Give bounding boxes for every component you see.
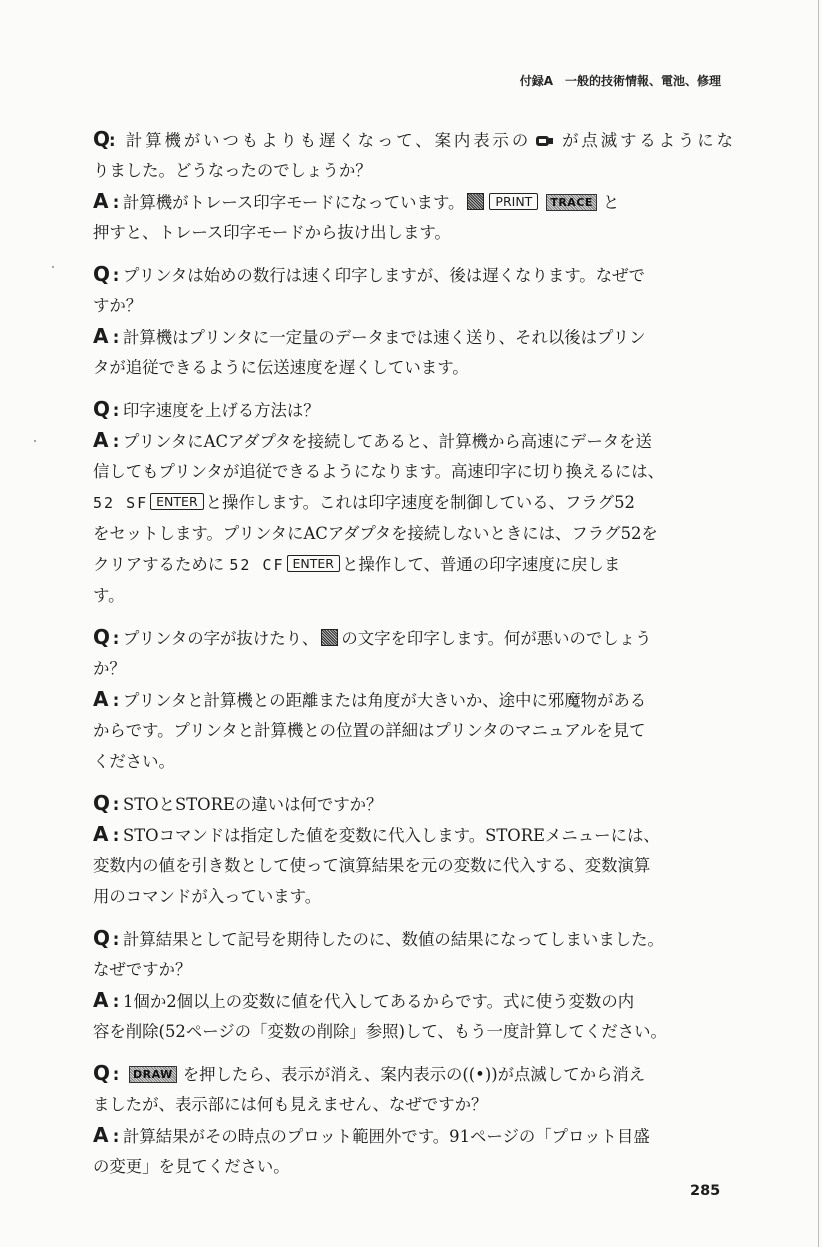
- answer-text: と操作して、普通の印字速度に戻しま: [341, 555, 621, 574]
- question-line: [93, 259, 733, 290]
- question-text: プリンタの字が抜けたり、: [123, 629, 319, 648]
- answer-text: STOコマンドは指定した値を変数に代入します。STOREメニューには、: [123, 826, 660, 845]
- answer-text: ください。: [93, 752, 175, 771]
- answer-line: [93, 321, 733, 352]
- question-text: を押したら、表示が消え、案内表示の((•))が点滅してから消え: [182, 1065, 646, 1084]
- marker-colon: :: [112, 1127, 120, 1146]
- answer-line: [93, 1120, 733, 1151]
- marker-colon: :: [112, 691, 120, 710]
- running-head: 付録A 一般的技術情報、電池、修理: [519, 74, 721, 88]
- page-edge-line: [818, 0, 819, 1247]
- answer-line: [93, 186, 733, 217]
- answer-line: [93, 1016, 733, 1047]
- answer-text: 信してもプリンタが追従できるようになります。高速印字に切り換えるには、: [93, 462, 665, 481]
- qa-item-4: [93, 622, 733, 777]
- answer-marker: A: [93, 324, 109, 348]
- question-line: [93, 622, 733, 653]
- answer-marker: A: [93, 428, 109, 452]
- question-marker: Q: [93, 127, 111, 151]
- answer-line: [93, 881, 733, 912]
- answer-line: [93, 487, 733, 518]
- question-line: [93, 155, 733, 186]
- answer-text: 計算機はプリンタに一定量のデータまでは速く送り、それ以後はプリン: [123, 328, 646, 347]
- block-character-icon: [321, 629, 338, 646]
- keystroke-text: 52 CF: [229, 556, 285, 574]
- draw-softkey: DRAW: [129, 1066, 177, 1083]
- marker-colon: :: [112, 328, 120, 347]
- question-text: が点滅するようにな: [559, 131, 734, 150]
- marker-colon: :: [112, 266, 120, 285]
- answer-marker: A: [93, 988, 109, 1012]
- qa-item-1: [93, 124, 733, 248]
- answer-line: [93, 819, 733, 850]
- qa-item-6: [93, 923, 733, 1047]
- marker-colon: :: [112, 992, 120, 1011]
- faq-content: [93, 124, 733, 1193]
- question-marker: Q: [93, 262, 111, 286]
- answer-text: の変更」を見てください。: [93, 1157, 290, 1176]
- marker-colon: :: [112, 930, 120, 949]
- question-line: [93, 1058, 733, 1089]
- answer-line: [93, 425, 733, 456]
- answer-text: 1個か2個以上の変数に値を代入してあるからです。式に使う変数の内: [123, 992, 635, 1011]
- answer-line: [93, 580, 733, 611]
- question-line: [93, 923, 733, 954]
- question-text: りました。どうなったのでしょうか？: [93, 161, 372, 180]
- answer-text: 変数内の値を引き数として使って演算結果を元の変数に代入する、変数演算: [93, 856, 651, 875]
- answer-line: [93, 850, 733, 881]
- question-line: [93, 653, 733, 684]
- answer-line: [93, 1151, 733, 1182]
- answer-text: 計算機がトレース印字モードになっています。: [123, 193, 465, 212]
- answer-text: からです。プリンタと計算機との位置の詳細はプリンタのマニュアルを見て: [93, 721, 646, 740]
- trace-softkey: TRACE: [546, 194, 597, 211]
- answer-line: [93, 549, 733, 580]
- enter-key: ENTER: [150, 493, 203, 510]
- question-line: [93, 954, 733, 985]
- question-text: すか？: [93, 296, 143, 315]
- answer-text: プリンタにACアダプタを接続してあると、計算機から高速にデータを送: [123, 432, 652, 451]
- busy-annunciator-icon: [535, 128, 555, 159]
- question-line: [93, 788, 733, 819]
- answer-line: [93, 456, 733, 487]
- answer-text: タが追従できるように伝送速度を遅くしています。: [93, 358, 469, 377]
- question-marker: Q: [93, 625, 111, 649]
- answer-text: クリアするために: [93, 555, 225, 574]
- qa-item-2: [93, 259, 733, 383]
- question-text: の文字を印字します。何が悪いのでしょう: [341, 629, 652, 648]
- answer-line: [93, 746, 733, 777]
- question-line: [93, 1089, 733, 1120]
- question-line: [93, 290, 733, 321]
- answer-marker: A: [93, 822, 109, 846]
- answer-text: 容を削除(52ページの「変数の削除」参照)して、もう一度計算してください。: [93, 1022, 667, 1041]
- question-marker: Q: [93, 397, 111, 421]
- answer-text: 用のコマンドが入っています。: [93, 887, 322, 906]
- answer-marker: A: [93, 687, 109, 711]
- answer-text: 計算結果がその時点のプロット範囲外です。91ページの「プロット目盛: [123, 1127, 650, 1146]
- answer-line: [93, 352, 733, 383]
- scan-speck: [34, 440, 36, 442]
- marker-colon: :: [112, 432, 120, 451]
- question-marker: Q: [93, 926, 111, 950]
- keystroke-text: 52 SF: [93, 494, 149, 512]
- marker-colon: :: [112, 193, 120, 212]
- answer-line: [93, 217, 733, 248]
- marker-colon: :: [112, 795, 120, 814]
- marker-colon: :: [112, 401, 120, 420]
- question-marker: Q: [93, 791, 111, 815]
- question-line: [93, 394, 733, 425]
- answer-marker: A: [93, 1123, 109, 1147]
- question-text: プリンタは始めの数行は速く印字しますが、後は遅くなります。なぜで: [123, 266, 645, 285]
- qa-item-5: [93, 788, 733, 912]
- answer-text: 押すと、トレース印字モードから抜け出します。: [93, 223, 451, 242]
- question-text: 計算機がいつもよりも遅くなって、案内表示の: [123, 131, 532, 150]
- qa-item-3: [93, 394, 733, 611]
- question-marker: Q: [93, 1061, 111, 1085]
- marker-colon: :: [112, 1065, 120, 1084]
- answer-text: と操作します。これは印字速度を制御している、フラグ52: [205, 493, 635, 512]
- shift-key-icon: [467, 193, 484, 210]
- answer-line: [93, 518, 733, 549]
- marker-colon: :: [112, 629, 120, 648]
- answer-marker: A: [93, 189, 109, 213]
- question-text: なぜですか？: [93, 960, 192, 979]
- question-text: STOとSTOREの違いは何ですか？: [123, 795, 383, 814]
- answer-text: す。: [93, 586, 125, 605]
- page-number: 285: [690, 1183, 721, 1199]
- question-text: 計算結果として記号を期待したのに、数値の結果になってしまいました。: [123, 930, 664, 949]
- marker-colon: :: [109, 131, 116, 150]
- scan-speck: [52, 266, 54, 268]
- answer-text: をセットします。プリンタにACアダプタを接続しないときには、フラグ52を: [93, 524, 658, 543]
- answer-line: [93, 684, 733, 715]
- question-line: [93, 124, 733, 155]
- answer-line: [93, 985, 733, 1016]
- marker-colon: :: [112, 826, 120, 845]
- question-text: 印字速度を上げる方法は？: [123, 401, 320, 420]
- qa-item-7: [93, 1058, 733, 1182]
- answer-line: [93, 715, 733, 746]
- question-text: ましたが、表示部には何も見えません、なぜですか？: [93, 1095, 488, 1114]
- answer-text: プリンタと計算機との距離または角度が大きいか、途中に邪魔物がある: [123, 691, 647, 710]
- print-key: PRINT: [489, 193, 538, 210]
- answer-text: と: [602, 193, 620, 212]
- question-text: か？: [93, 659, 126, 678]
- enter-key: ENTER: [287, 555, 340, 572]
